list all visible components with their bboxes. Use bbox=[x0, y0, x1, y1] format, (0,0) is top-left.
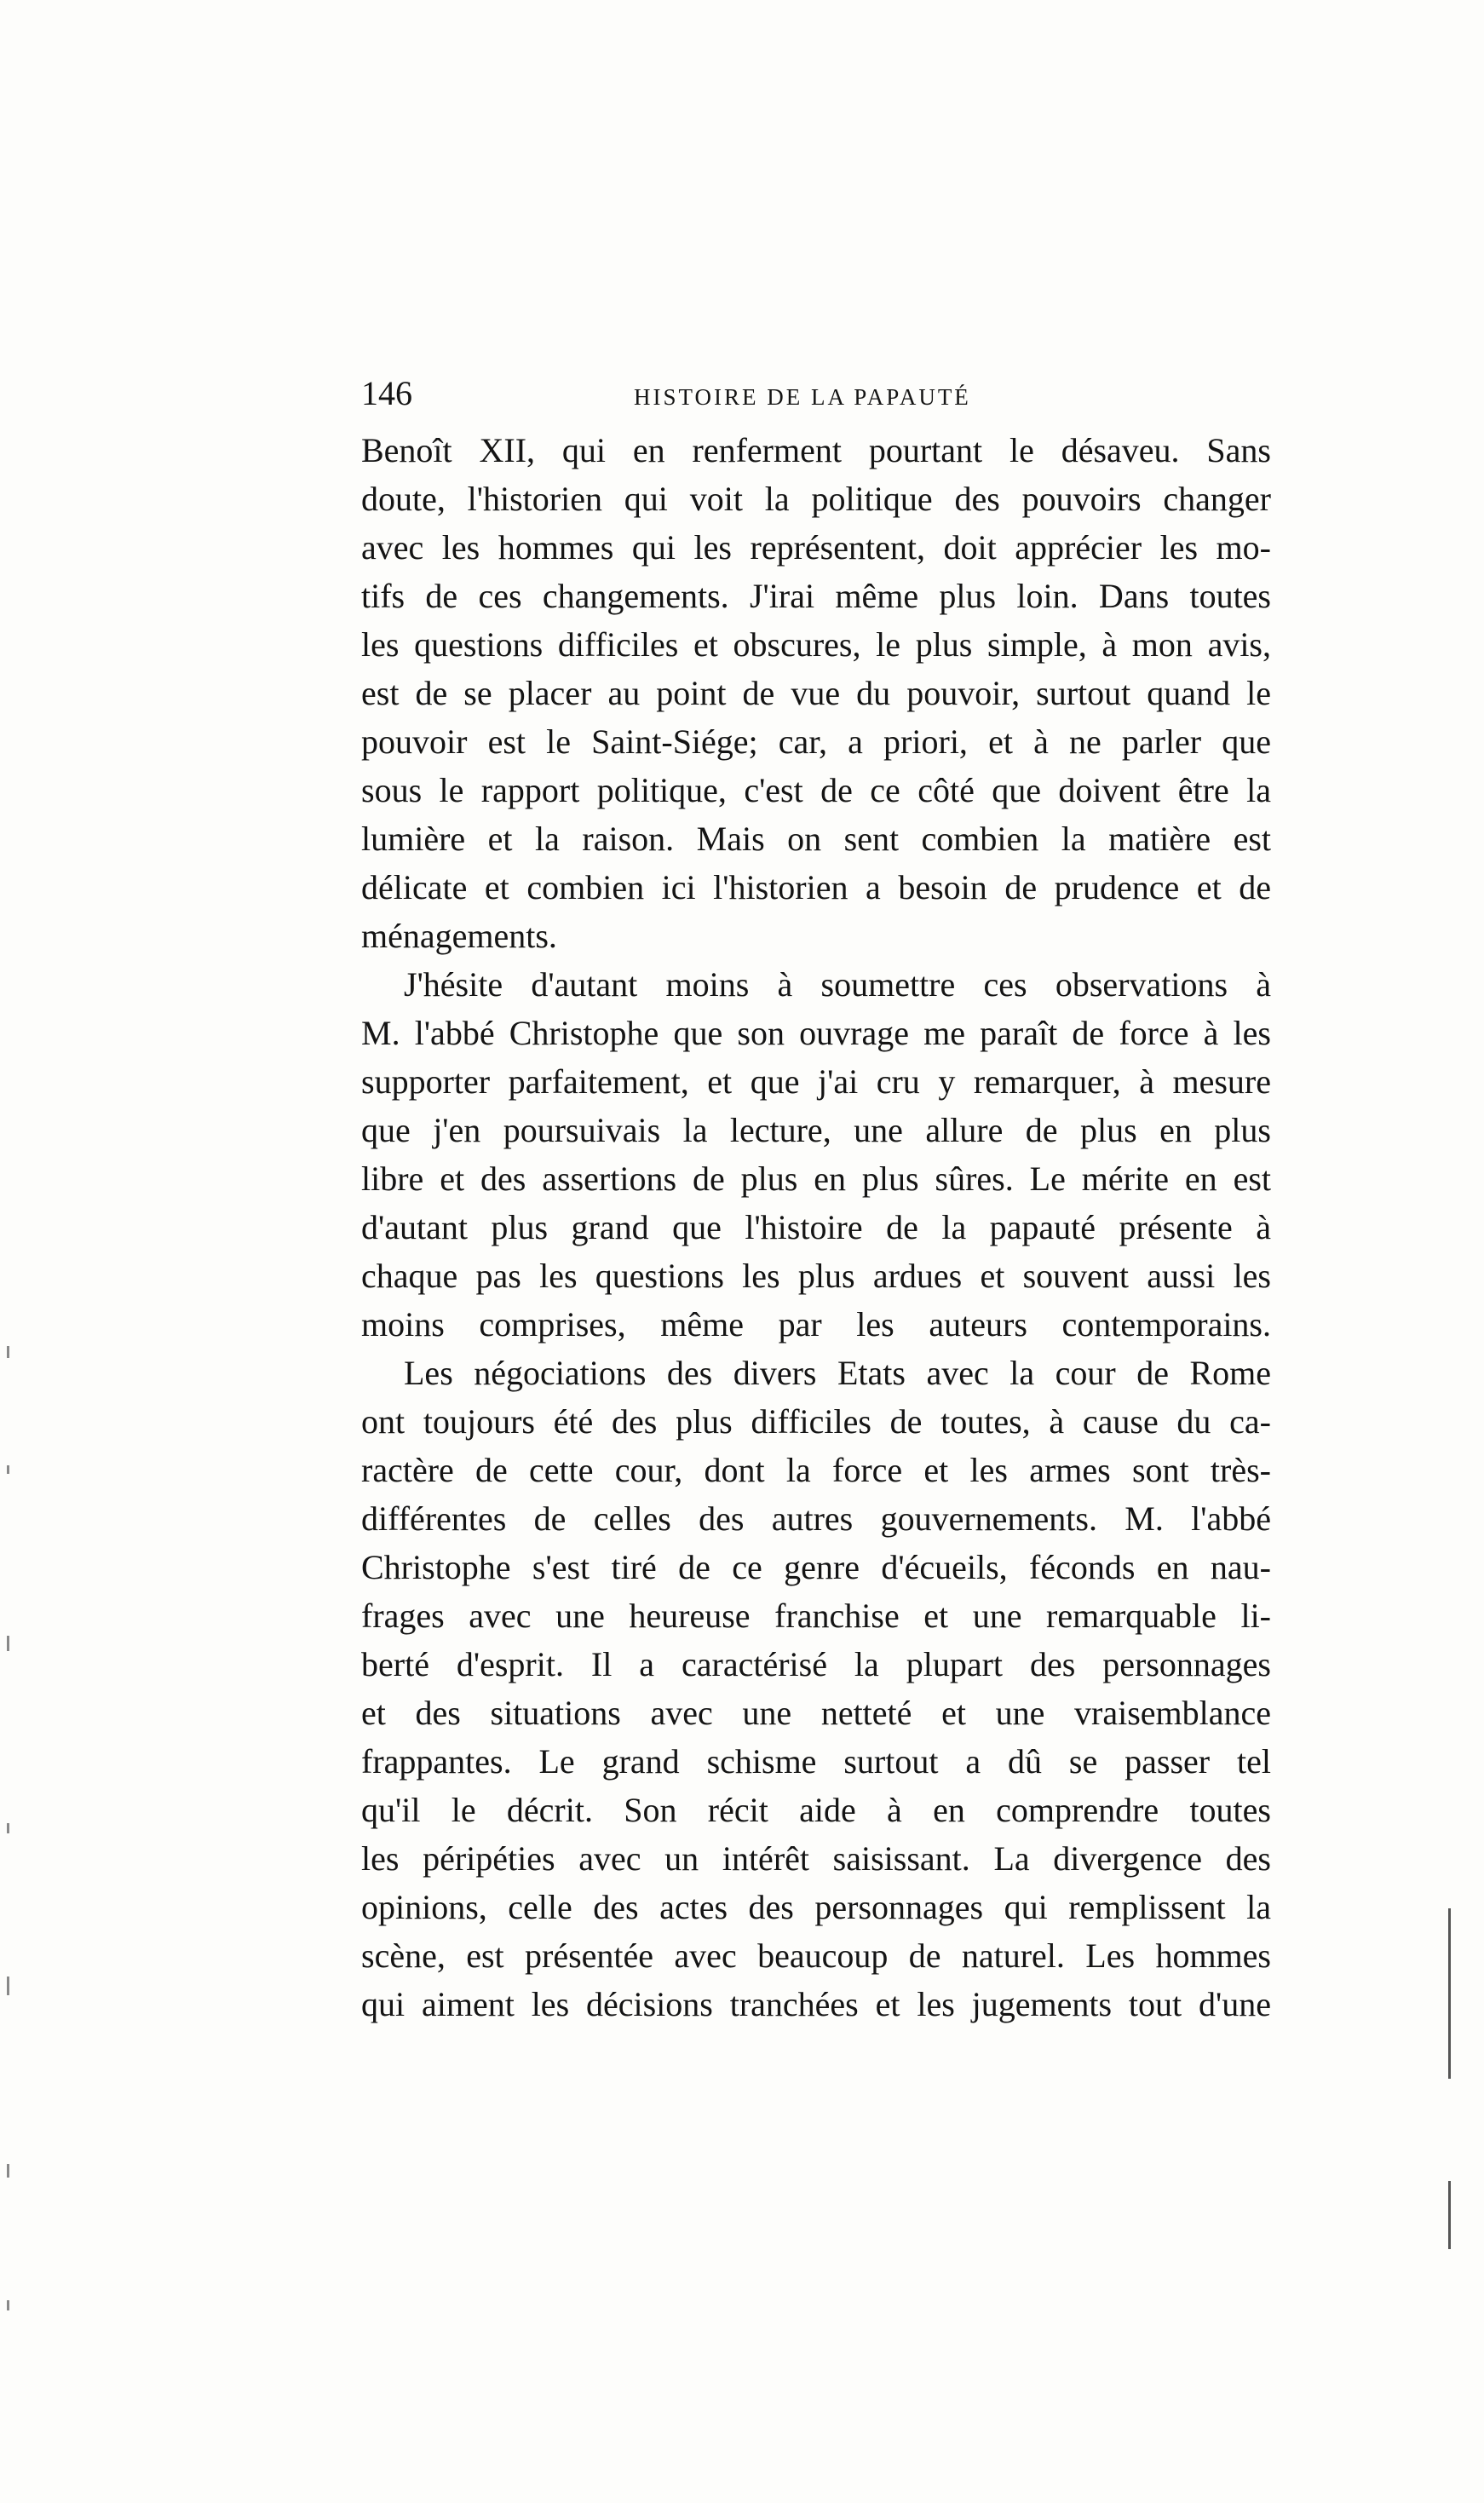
paragraph bbox=[361, 1349, 1271, 2028]
text-line: les péripéties avec un intérêt saisissant. La divergence des bbox=[361, 1839, 1271, 1878]
running-title: HISTOIRE DE LA PAPAUTÉ bbox=[634, 384, 971, 410]
text-line: frages avec une heureuse franchise et une remarquable li- bbox=[361, 1597, 1271, 1635]
text-line: ont toujours été des plus difficiles de toutes, à cause du ca- bbox=[361, 1402, 1271, 1441]
page-header bbox=[361, 368, 1271, 419]
text-line: doute, l'historien qui voit la politique des pouvoirs changer bbox=[361, 480, 1271, 518]
text-line: avec les hommes qui les représentent, doit apprécier les mo- bbox=[361, 528, 1271, 567]
text-line: Christophe s'est tiré de ce genre d'écueils, féconds en nau- bbox=[361, 1548, 1271, 1586]
text-line: différentes de celles des autres gouvernements. M. l'abbé bbox=[361, 1499, 1271, 1538]
scan-edge-mark-right bbox=[1448, 1908, 1451, 2079]
scan-edge-mark-right bbox=[1448, 2181, 1451, 2249]
text-line: que j'en poursuivais la lecture, une allure de plus en plus bbox=[361, 1111, 1271, 1149]
text-line: pouvoir est le Saint-Siége; car, a priori, et à ne parler que bbox=[361, 722, 1271, 761]
text-line: est de se placer au point de vue du pouvoir, surtout quand le bbox=[361, 674, 1271, 712]
text-line: lumière et la raison. Mais on sent combien la matière est bbox=[361, 820, 1271, 858]
text-line: Benoît XII, qui en renferment pourtant le désaveu. Sans bbox=[361, 431, 1271, 469]
text-line: délicate et combien ici l'historien a besoin de prudence et de bbox=[361, 868, 1271, 906]
text-line: qui aiment les décisions tranchées et les jugements tout d'une bbox=[361, 1985, 1271, 2023]
text-line: J'hésite d'autant moins à soumettre ces observations à bbox=[404, 965, 1271, 1004]
text-line: frappantes. Le grand schisme surtout a dû se passer tel bbox=[361, 1742, 1271, 1781]
text-line: ménagements. bbox=[361, 917, 557, 955]
text-line: chaque pas les questions les plus ardues et souvent aussi les bbox=[361, 1257, 1271, 1295]
text-line: Les négociations des divers Etats avec la cour de Rome bbox=[404, 1354, 1271, 1392]
text-line: scène, est présentée avec beaucoup de naturel. Les hommes bbox=[361, 1936, 1271, 1975]
text-line: M. l'abbé Christophe que son ouvrage me paraît de force à les bbox=[361, 1014, 1271, 1052]
text-line: tifs de ces changements. J'irai même plus loin. Dans toutes bbox=[361, 577, 1271, 615]
paragraph bbox=[361, 960, 1271, 1349]
text-line: sous le rapport politique, c'est de ce côté que doivent être la bbox=[361, 771, 1271, 809]
text-line: libre et des assertions de plus en plus sûres. Le mérite en est bbox=[361, 1159, 1271, 1198]
paragraph bbox=[361, 426, 1271, 960]
text-line: les questions difficiles et obscures, le plus simple, à mon avis, bbox=[361, 625, 1271, 664]
text-line: supporter parfaitement, et que j'ai cru y remarquer, à mesure bbox=[361, 1062, 1271, 1101]
text-line: berté d'esprit. Il a caractérisé la plupart des personnages bbox=[361, 1645, 1271, 1683]
text-line: qu'il le décrit. Son récit aide à en comprendre toutes bbox=[361, 1791, 1271, 1829]
body-text bbox=[361, 426, 1271, 2028]
text-line: et des situations avec une netteté et une vraisemblance bbox=[361, 1694, 1271, 1732]
scan-edge-marks bbox=[0, 1278, 26, 2385]
text-line: d'autant plus grand que l'histoire de la papauté présente à bbox=[361, 1208, 1271, 1246]
text-line: ractère de cette cour, dont la force et les armes sont très- bbox=[361, 1451, 1271, 1489]
page-number: 146 bbox=[361, 374, 412, 412]
text-line: opinions, celle des actes des personnages qui remplissent la bbox=[361, 1888, 1271, 1926]
text-line: moins comprises, même par les auteurs contemporains. bbox=[361, 1305, 1271, 1344]
